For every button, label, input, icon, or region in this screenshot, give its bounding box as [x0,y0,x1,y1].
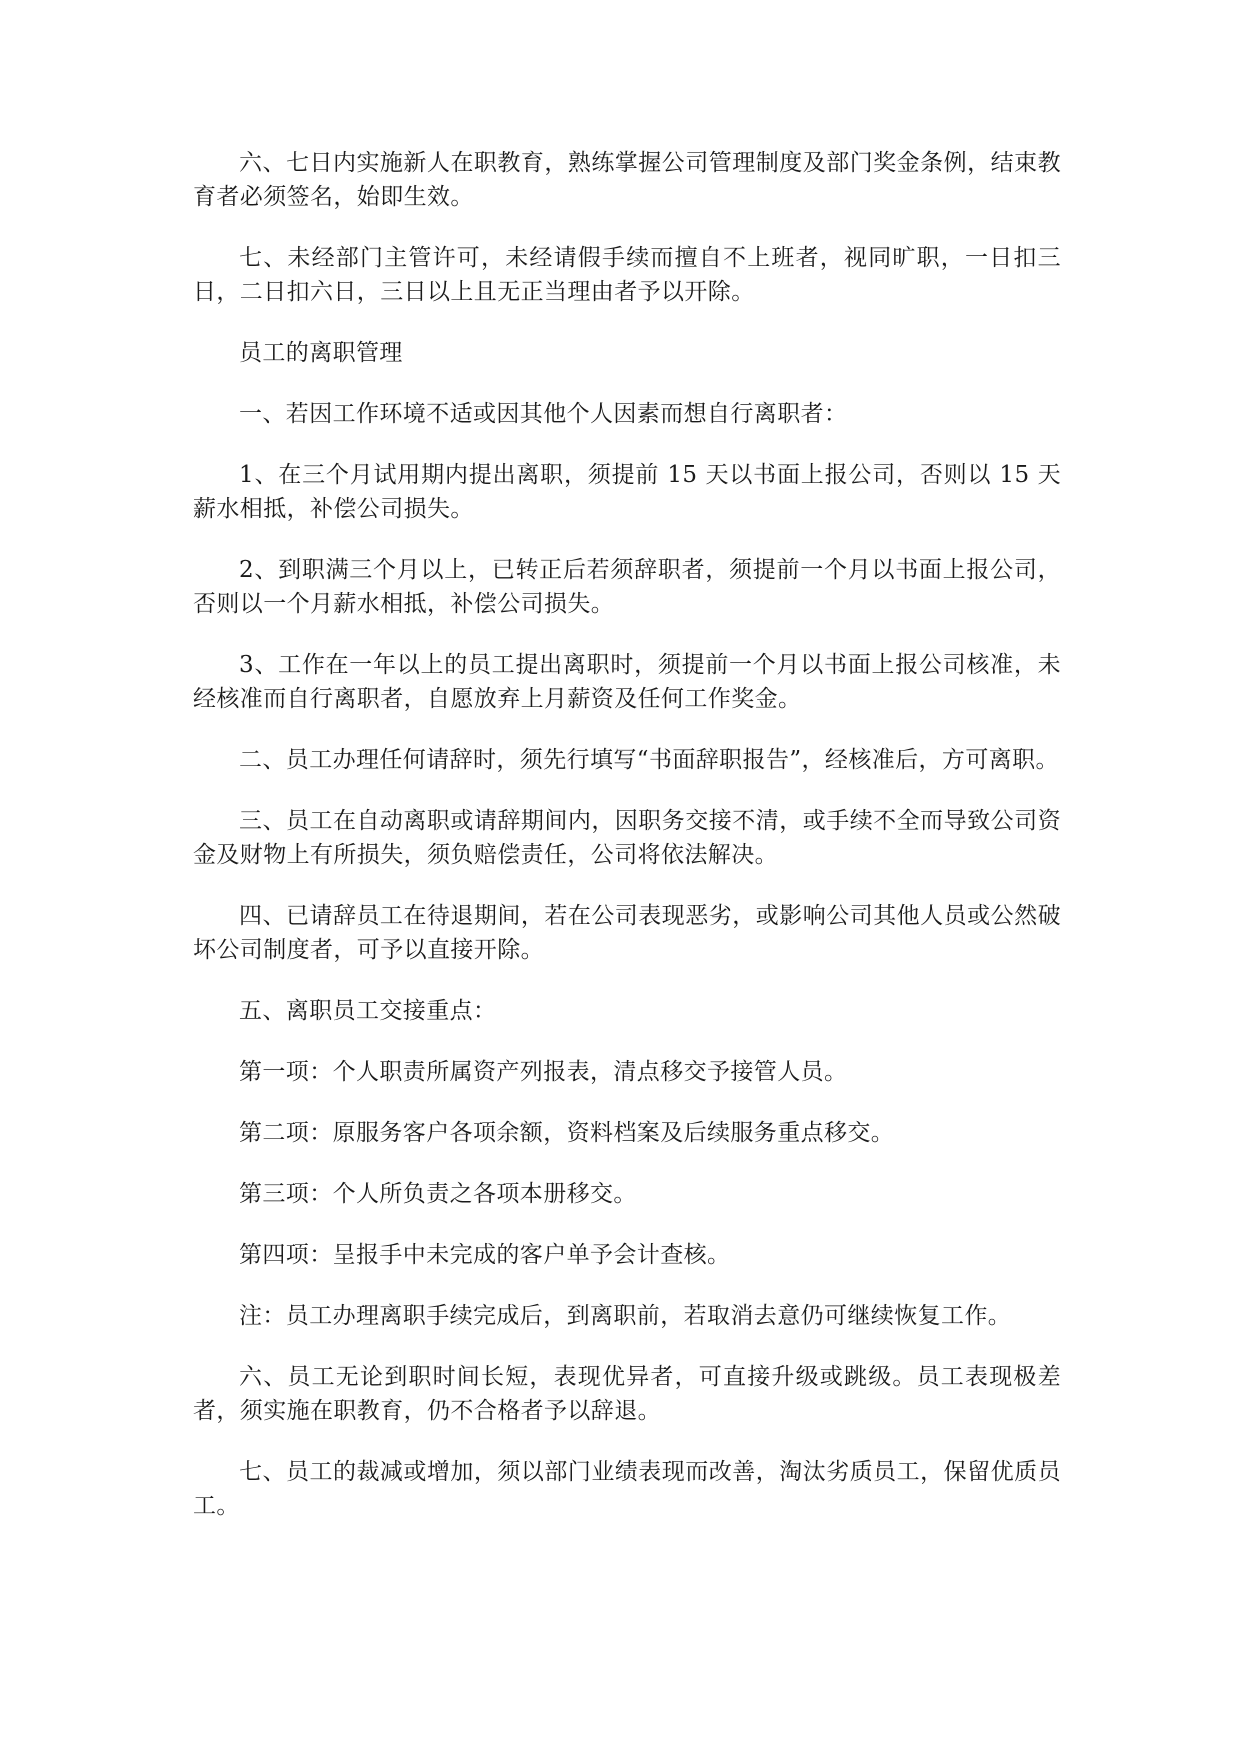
paragraph-4: 1、在三个月试用期内提出离职，须提前 15 天以书面上报公司，否则以 15 天薪水相抵，补偿公司损失。 [193,462,1061,522]
handover-item-1: 第一项：个人职责所属资产列报表，清点移交予接管人员。 [239,1059,848,1085]
section-heading: 员工的离职管理 [239,340,403,366]
paragraph-3: 一、若因工作环境不适或因其他个人因素而想自行离职者： [239,401,848,427]
paragraph-12: 七、员工的裁减或增加，须以部门业绩表现而改善，淘汰劣质员工，保留优质员工。 [193,1459,1061,1519]
paragraph-5: 2、到职满三个月以上，已转正后若须辞职者，须提前一个月以书面上报公司，否则以一个月薪水相抵，补偿公司损失。 [193,557,1061,617]
paragraph-9: 四、已请辞员工在待退期间，若在公司表现恶劣，或影响公司其他人员或公然破坏公司制度者，可予以直接开除。 [193,903,1061,963]
paragraph-8: 三、员工在自动离职或请辞期间内，因职务交接不清，或手续不全而导致公司资金及财物上有所损失，须负赔偿责任，公司将依法解决。 [193,808,1061,868]
paragraph-10: 五、离职员工交接重点： [239,998,497,1024]
paragraph-2: 七、未经部门主管许可，未经请假手续而擅自不上班者，视同旷职，一日扣三日，二日扣六日，三日以上且无正当理由者予以开除。 [193,245,1061,305]
note-paragraph: 注：员工办理离职手续完成后，到离职前，若取消去意仍可继续恢复工作。 [239,1303,1012,1329]
handover-item-4: 第四项：呈报手中未完成的客户单予会计查核。 [239,1242,731,1268]
handover-item-3: 第三项：个人所负责之各项本册移交。 [239,1181,637,1207]
paragraph-6: 3、工作在一年以上的员工提出离职时，须提前一个月以书面上报公司核准，未经核准而自行离职者，自愿放弃上月薪资及任何工作奖金。 [193,652,1061,712]
paragraph-7: 二、员工办理任何请辞时，须先行填写“书面辞职报告”，经核准后，方可离职。 [239,747,1059,773]
handover-item-2: 第二项：原服务客户各项余额，资料档案及后续服务重点移交。 [239,1120,895,1146]
paragraph-1: 六、七日内实施新人在职教育，熟练掌握公司管理制度及部门奖金条例，结束教育者必须签名，始即生效。 [193,150,1061,210]
document-body [193,146,1061,1550]
paragraph-11: 六、员工无论到职时间长短，表现优异者，可直接升级或跳级。员工表现极差者，须实施在职教育，仍不合格者予以辞退。 [193,1364,1061,1424]
